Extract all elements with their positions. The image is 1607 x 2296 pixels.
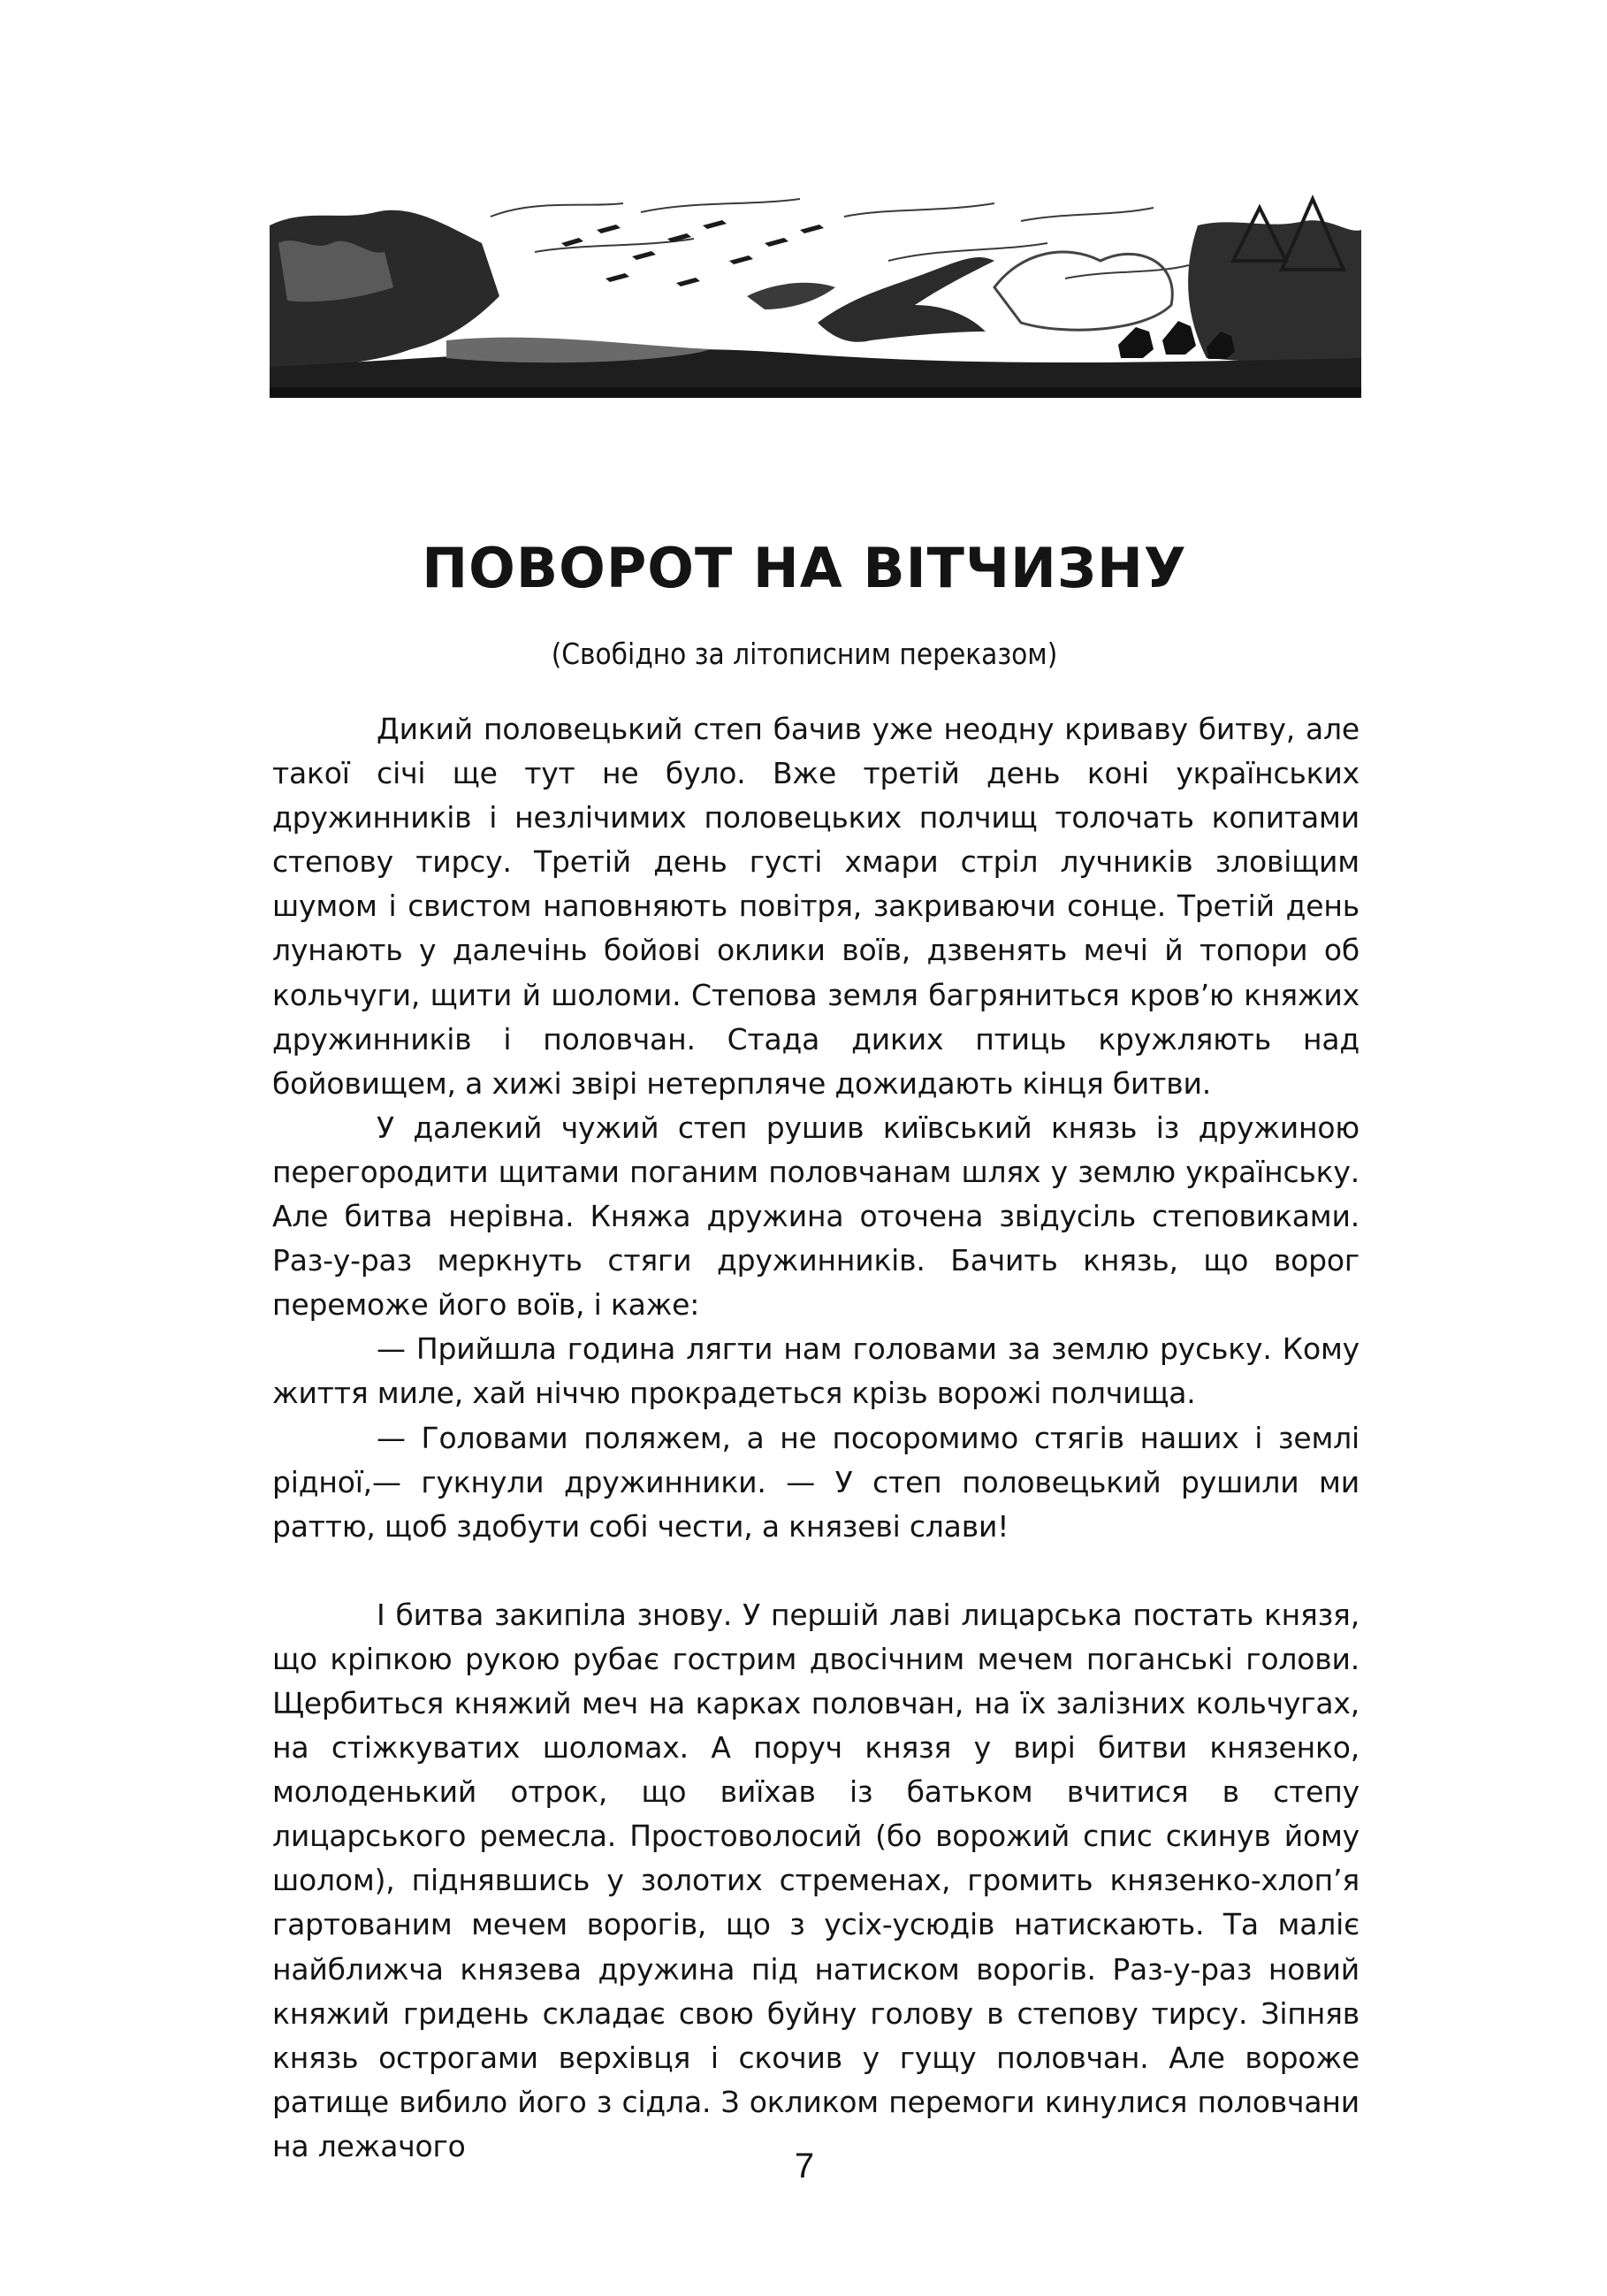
paragraph: — Головами поляжем, а не посоромимо стягів наших і землі рідної,— гукнули дружинники. — У степ половецький рушили ми раттю, щоб здобути собі чести, а князеві слави!: [272, 1420, 1359, 1544]
page-number: 7: [794, 2147, 815, 2185]
subtitle: (Свобідно за літописним переказом): [551, 637, 1058, 671]
paragraph: — Прийшла година лягти нам головами за землю руську. Кому життя миле, хай ніччю прокрадеться крізь ворожі полчища.: [272, 1331, 1359, 1411]
body-text: [272, 707, 1359, 2169]
header-illustration: [270, 190, 1361, 398]
paragraph: І битва закипіла знову. У першій лаві лицарська постать князя, що кріпкою рукою рубає гострим двосічним мечем поганські голови. Щербиться княжий меч на карках половчан, на їх залізних кольчугах, на стіжкуватих шоломах. А поруч князя у вирі битви князенко, молоденький отрок, що виїхав із батьком вчитися в степу лицарського ремесла. Простоволосий (бо ворожий спис скинув йому шолом), піднявшись у золотих стременах, громить князенко-хлоп’я гартованим мечем ворогів, що з усіх-усюдів натискають. Та маліє найближча князева дружина під натиском ворогів. Раз-у-раз новий княжий гридень складає свою буйну голову в степову тирсу. Зіпняв князь острогами верхівця і скочив у гущу половчан. Але вороже ратище вибило його з сідла. З окликом перемоги кинулися половчани на лежачого: [272, 1597, 1359, 2163]
page-title: ПОВОРОТ НА ВІТЧИЗНУ: [422, 536, 1187, 600]
paragraph: У далекий чужий степ рушив київський князь із дружиною перегородити щитами поганим половчанам шлях у землю українську. Але битва нерівна. Княжа дружина оточена звідусіль степовиками. Раз-у-раз меркнуть стяги дружинників. Бачить князь, що ворог переможе його воїв, і каже:: [272, 1110, 1359, 1323]
steppe-landscape-icon: [270, 190, 1361, 398]
paragraph: Дикий половецький степ бачив уже неодну криваву битву, але такої січі ще тут не було. Вже третій день коні українських дружинників і незлічимих половецьких полчищ толочать копитами степову тирсу. Третій день густі хмари стріл лучників зловіщим шумом і свистом наповняють повітря, закриваючи сонце. Третій день лунають у далечінь бойові оклики воїв, дзвенять мечі й топори об кольчуги, щити й шоломи. Степова земля багряниться кров’ю княжих дружинників і половчан. Стада диких птиць кружляють над бойовищем, а хижі звірі нетерпляче дожидають кінця битви.: [272, 712, 1359, 1101]
